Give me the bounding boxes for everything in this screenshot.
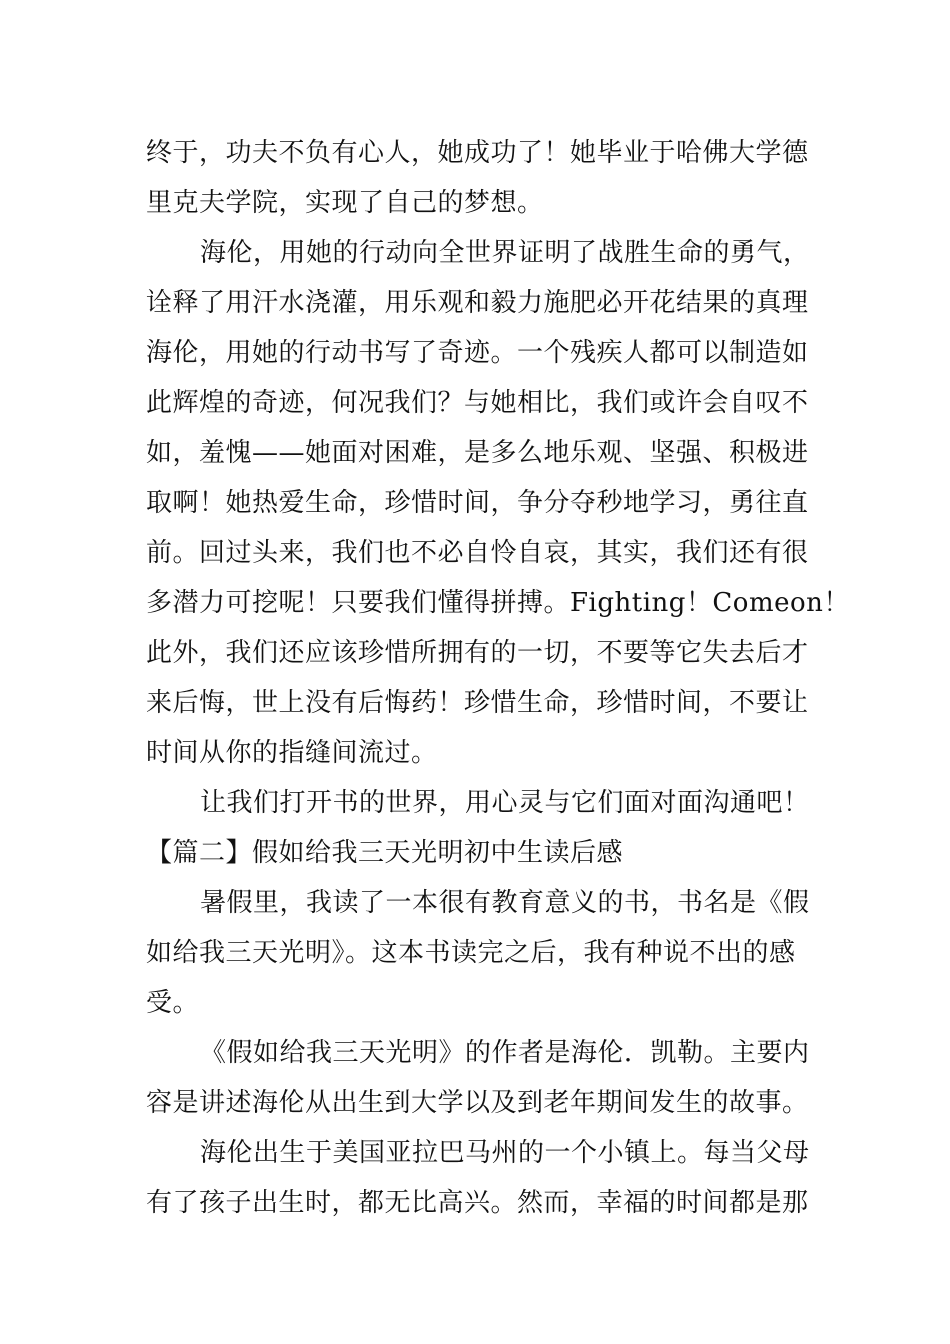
paragraph-line: 此外，我们还应该珍惜所拥有的一切，不要等它失去后才: [146, 638, 809, 668]
paragraph-line: 受。: [146, 988, 200, 1018]
paragraph-line: 如，羞愧——她面对困难，是多么地乐观、坚强、积极进: [146, 438, 809, 468]
paragraph-line: 暑假里，我读了一本很有教育意义的书，书名是《假: [200, 888, 810, 918]
paragraph-line: 来后悔，世上没有后悔药！珍惜生命，珍惜时间，不要让: [146, 688, 809, 718]
paragraph-line: 海伦，用她的行动书写了奇迹。一个残疾人都可以制造如: [146, 338, 809, 368]
paragraph-line: 时间从你的指缝间流过。: [146, 738, 438, 768]
paragraph-line: 终于，功夫不负有心人，她成功了！她毕业于哈佛大学德: [146, 138, 809, 168]
paragraph-line: 前。回过头来，我们也不必自怜自哀，其实，我们还有很: [146, 538, 809, 568]
paragraph-line: 取啊！她热爱生命，珍惜时间，争分夺秒地学习，勇往直: [146, 488, 809, 518]
section-heading: 【篇二】假如给我三天光明初中生读后感: [146, 838, 624, 868]
paragraph-line: 容是讲述海伦从出生到大学以及到老年期间发生的故事。: [146, 1088, 809, 1118]
paragraph-line: 多潜力可挖呢！只要我们懂得拼搏。Fighting！Comeon！: [146, 588, 850, 618]
paragraph-line: 里克夫学院，实现了自己的梦想。: [146, 188, 544, 218]
paragraph-line: 海伦，用她的行动向全世界证明了战胜生命的勇气，: [200, 238, 810, 268]
paragraph-line: 诠释了用汗水浇灌，用乐观和毅力施肥必开花结果的真理: [146, 288, 809, 318]
document-body: [146, 128, 850, 1228]
paragraph-line: 《假如给我三天光明》的作者是海伦．凯勒。主要内: [200, 1038, 810, 1068]
paragraph-line: 如给我三天光明》。这本书读完之后，我有种说不出的感: [146, 938, 796, 968]
paragraph-line: 让我们打开书的世界，用心灵与它们面对面沟通吧！: [200, 788, 810, 818]
paragraph-line: 此辉煌的奇迹，何况我们？与她相比，我们或许会自叹不: [146, 388, 809, 418]
paragraph-line: 有了孩子出生时，都无比高兴。然而，幸福的时间都是那: [146, 1188, 809, 1218]
paragraph-line: 海伦出生于美国亚拉巴马州的一个小镇上。每当父母: [200, 1138, 810, 1168]
